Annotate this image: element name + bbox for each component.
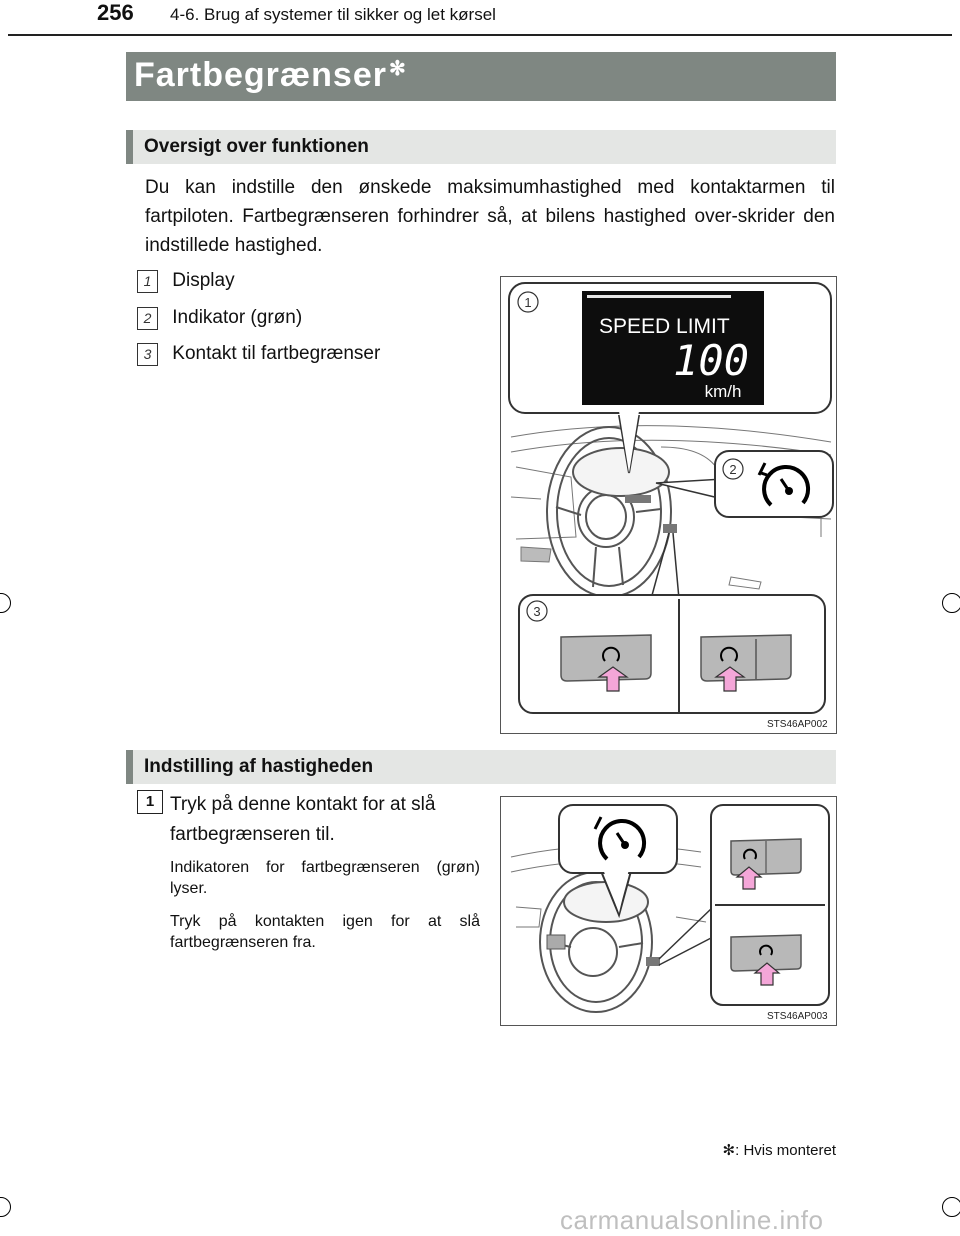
switch-right bbox=[701, 635, 791, 681]
footnote-text: : Hvis monteret bbox=[735, 1142, 836, 1159]
asterisk-mark: ✻ bbox=[388, 58, 407, 80]
item-label: Indikator (grøn) bbox=[172, 307, 303, 328]
list-item bbox=[137, 270, 235, 293]
step-text: Tryk på denne kontakt for at slå fartbegrænseren til. bbox=[170, 794, 436, 845]
list-item bbox=[137, 307, 302, 330]
display-unit: km/h bbox=[704, 382, 742, 401]
title-bar bbox=[126, 52, 836, 101]
figure-code: STS46AP002 bbox=[767, 719, 828, 730]
header-rule bbox=[8, 34, 952, 36]
step-number: 1 bbox=[137, 790, 163, 814]
asterisk-mark: ✻ bbox=[722, 1142, 736, 1159]
intro-paragraph: Du kan indstille den ønskede maksimumhastighed med kontaktarmen til fartpiloten. Fartbegrænseren forhindrer så, at bilens hastighed over-skrider den indstillede hastighed. bbox=[145, 177, 835, 256]
page-title-text: Fartbegrænser bbox=[134, 56, 387, 94]
crop-mark bbox=[0, 1197, 11, 1217]
section-heading-setting bbox=[126, 750, 836, 784]
switch-spot bbox=[646, 957, 660, 966]
watermark: carmanualsonline.info bbox=[560, 1205, 824, 1235]
callout-2-label: 2 bbox=[729, 462, 737, 477]
callout-3-label: 3 bbox=[533, 604, 541, 619]
running-title: 4-6. Brug af systemer til sikker og let kørsel bbox=[170, 5, 496, 24]
item-number: 3 bbox=[137, 343, 158, 366]
list-item bbox=[137, 343, 380, 366]
item-label: Display bbox=[172, 270, 235, 291]
crop-mark bbox=[942, 1197, 960, 1217]
note-indicator: Indikatoren for fartbegrænseren (grøn) lyser. bbox=[170, 859, 480, 897]
callout-1-label: 1 bbox=[524, 295, 532, 310]
display-value: 100 bbox=[673, 336, 749, 385]
figure-speed-limiter-overview bbox=[500, 276, 837, 734]
section-heading-overview bbox=[126, 130, 836, 164]
display-label: SPEED LIMIT bbox=[599, 315, 730, 338]
item-number: 1 bbox=[137, 270, 158, 293]
setting-illustration bbox=[501, 797, 836, 1025]
display-bar bbox=[587, 295, 731, 298]
dashboard-illustration bbox=[501, 277, 836, 733]
item-label: Kontakt til fartbegrænser bbox=[172, 343, 381, 364]
figure-code: STS46AP003 bbox=[767, 1011, 828, 1022]
section-heading-text: Oversigt over funktionen bbox=[144, 136, 369, 157]
section-heading-text: Indstilling af hastigheden bbox=[144, 756, 374, 777]
switch-spot bbox=[663, 524, 677, 533]
indicator-spot bbox=[625, 495, 651, 503]
page-number: 256 bbox=[97, 0, 134, 25]
crop-mark bbox=[0, 593, 11, 613]
section-edge bbox=[126, 130, 133, 164]
section-edge bbox=[126, 750, 133, 784]
page-title bbox=[134, 56, 407, 95]
figure-setting-speed bbox=[500, 796, 837, 1026]
crop-mark bbox=[942, 593, 960, 613]
note-switch-off: Tryk på kontakten igen for at slå fartbegrænseren fra. bbox=[170, 913, 480, 951]
item-number: 2 bbox=[137, 307, 158, 330]
footnote bbox=[723, 1141, 836, 1159]
